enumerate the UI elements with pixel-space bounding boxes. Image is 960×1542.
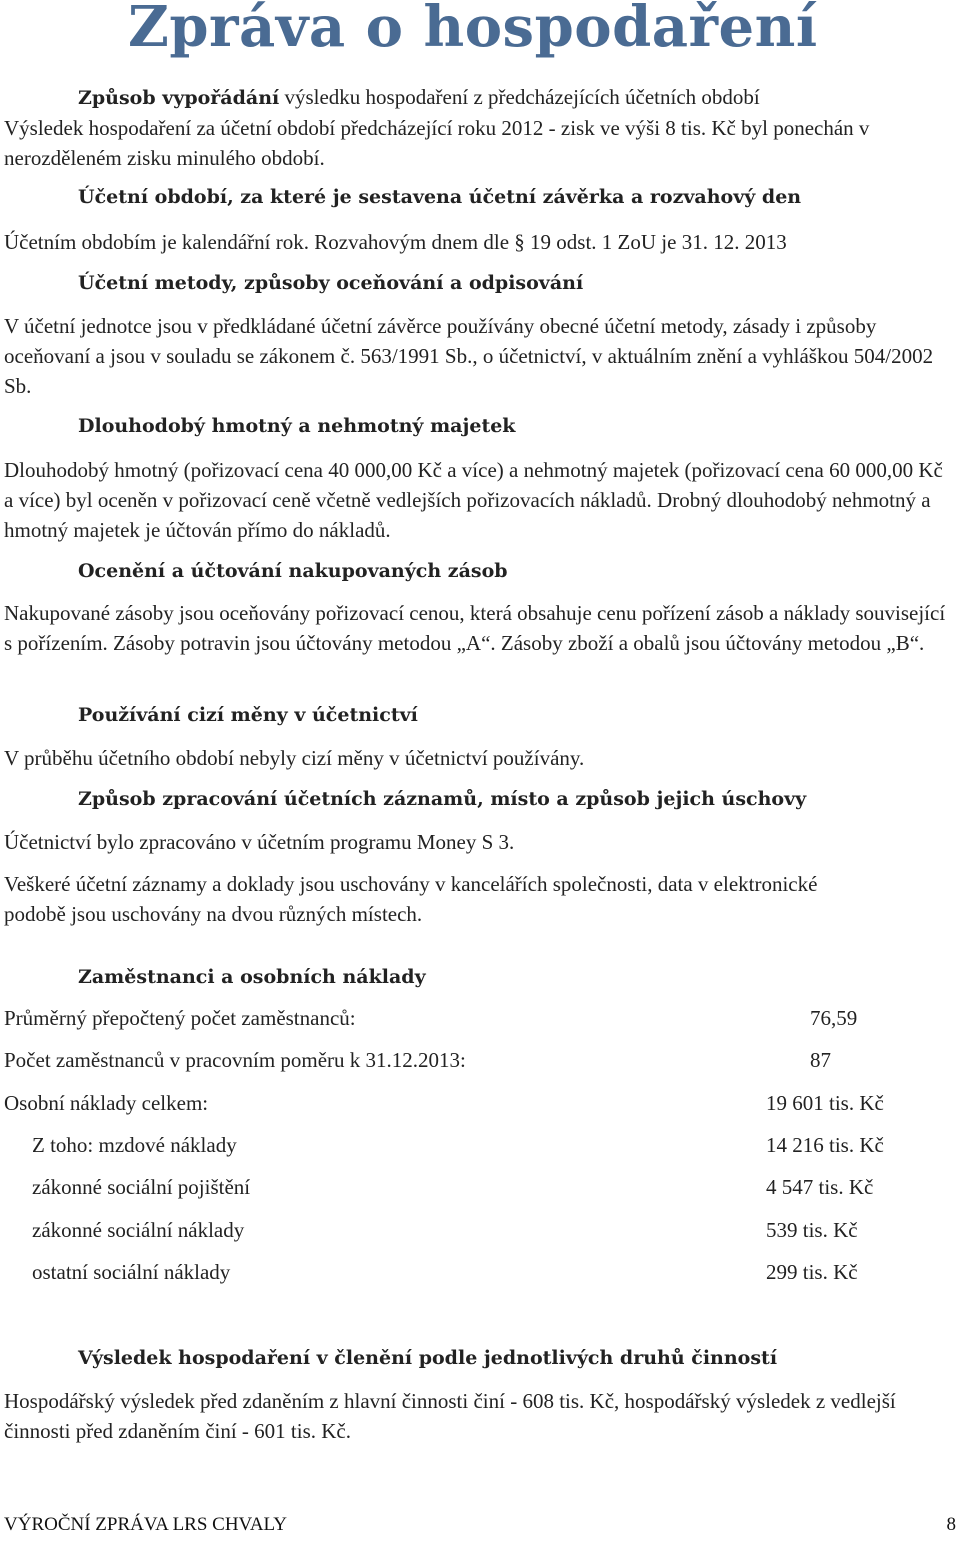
section-inventory-text: Nakupované zásoby jsou oceňovány pořizovací cenou, která obsahuje cenu pořízení zásob a náklady související s pořízením. Zásoby potravin jsou účtovány metodou „A“. Zásoby zboží a obalů jsou účtovány metodou „B“. — [4, 601, 946, 655]
section-settlement-heading-rest: výsledku hospodaření z předcházejících účetních období — [279, 85, 760, 109]
section-settlement-text: Výsledek hospodaření za účetní období předcházející roku 2012 - zisk ve výši 8 tis. Kč byl ponechán v nerozděleném zisku minulého období. — [4, 116, 870, 170]
section-currency-heading: Používání cizí měny v účetnictví — [78, 704, 418, 726]
section-records-heading: Způsob zpracování účetních záznamů, místo a způsob jejich úschovy — [78, 788, 807, 810]
employees-row-label: Osobní náklady celkem: — [4, 1091, 209, 1115]
section-records-text-1: Účetnictví bylo zpracováno v účetním programu Money S 3. — [4, 830, 515, 854]
employees-row-value: 76,59 — [810, 1006, 858, 1030]
section-settlement — [4, 82, 956, 173]
section-assets-text: Dlouhodobý hmotný (pořizovací cena 40 000,00 Kč a více) a nehmotný majetek (pořizovací cena 60 000,00 Kč a více) byl oceněn v pořizovací ceně včetně vedlejších pořizovacích nákladů. Drobný dlouhodobý nehmotný a hmotný majetek je účtován přímo do nákladů. — [4, 458, 943, 542]
employees-row-value: 19 601 tis. Kč — [766, 1091, 884, 1115]
employees-row-value: 299 tis. Kč — [766, 1260, 858, 1284]
section-records-text-2: Veškeré účetní záznamy a doklady jsou uschovány v kancelářích společnosti, data v elektronické podobě jsou uschovány na dvou různých místech. — [4, 872, 818, 926]
section-currency-text: V průběhu účetního období nebyly cizí měny v účetnictví používány. — [4, 746, 585, 770]
employees-row-value: 14 216 tis. Kč — [766, 1133, 884, 1157]
section-settlement-heading: Způsob vypořádání — [78, 87, 280, 109]
section-result-heading: Výsledek hospodaření v členění podle jednotlivých druhů činností — [78, 1347, 778, 1369]
footer-title: VÝROČNÍ ZPRÁVA LRS CHVALY — [4, 1514, 287, 1535]
employees-row-label: Průměrný přepočtený počet zaměstnanců: — [4, 1006, 356, 1030]
employees-row-label: zákonné sociální pojištění — [32, 1175, 251, 1199]
section-methods-text: V účetní jednotce jsou v předkládané účetní závěrce používány obecné účetní metody, zásady i způsoby oceňovaní a jsou v souladu se zákonem č. 563/1991 Sb., o účetnictví, v aktuálním znění a vyhláškou 504/2002 Sb. — [4, 314, 934, 398]
page-number: 8 — [946, 1514, 956, 1535]
employees-row-value: 539 tis. Kč — [766, 1218, 858, 1242]
section-employees-heading: Zaměstnanci a osobních náklady — [78, 966, 426, 988]
page-title: Zpráva o hospodaření — [128, 0, 818, 60]
employees-row-label: zákonné sociální náklady — [32, 1218, 245, 1242]
section-period-text: Účetním obdobím je kalendářní rok. Rozvahovým dnem dle § 19 odst. 1 ZoU je 31. 12. 2013 — [4, 230, 787, 254]
section-assets-heading: Dlouhodobý hmotný a nehmotný majetek — [78, 415, 516, 437]
section-period-heading: Účetní období, za které je sestavena účetní závěrka a rozvahový den — [78, 186, 802, 208]
section-methods-heading: Účetní metody, způsoby oceňování a odpisování — [78, 272, 584, 294]
employees-row-value: 4 547 tis. Kč — [766, 1175, 874, 1199]
section-result-text: Hospodářský výsledek před zdaněním z hlavní činnosti činí - 608 tis. Kč, hospodářský výsledek z vedlejší činnosti před zdaněním činí - 601 tis. Kč. — [4, 1389, 896, 1443]
employees-row-label: Z toho: mzdové náklady — [32, 1133, 237, 1157]
section-settlement-heading-line — [4, 82, 956, 113]
employees-row-value: 87 — [810, 1048, 831, 1072]
employees-row-label: Počet zaměstnanců v pracovním poměru k 31.12.2013: — [4, 1048, 466, 1072]
employees-row-label: ostatní sociální náklady — [32, 1260, 231, 1284]
section-inventory-heading: Ocenění a účtování nakupovaných zásob — [78, 560, 508, 582]
